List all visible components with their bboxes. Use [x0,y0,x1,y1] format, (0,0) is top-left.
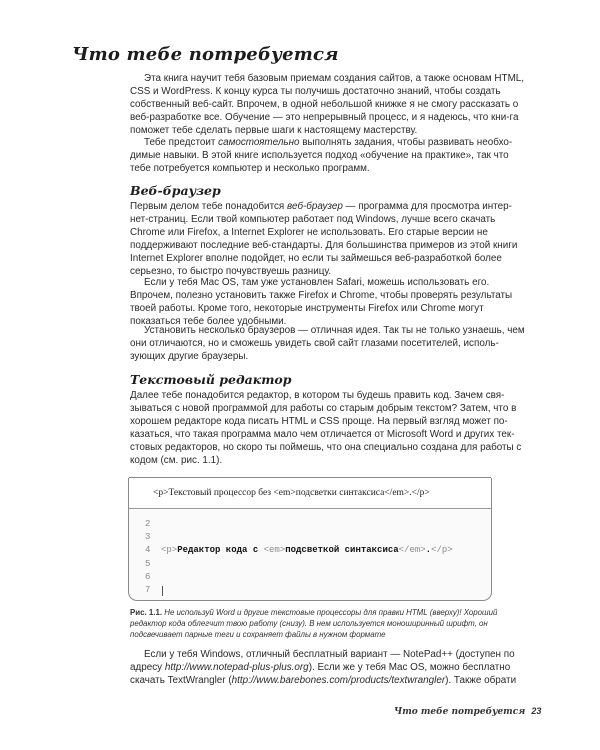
word-processor-code-line: <p>Текстовый процессор без <em>подсветки синтаксиса</em>.</p> [153,488,430,498]
figure-caption: Рис. 1.1. Не используй Word и другие текстовые процессоры для правки HTML (вверху)! Хороший редактор кода облегчит твою работу (снизу). В нем используется моноширинный шрифт, он подсвечивает парные теги и сохраняет файлы в нужном формате [130,608,498,639]
code-line [145,518,453,531]
line-number: 2 [145,519,151,529]
code-line [145,531,453,544]
highlighted-code: <p>Редактор кода с <em>подсветкой синтаксиса</em>.</p> [161,545,453,556]
line-number: 6 [145,571,151,582]
browser-paragraph-1: Первым делом тебе понадобится веб-браузер — программа для просмотра интер-нет-страниц. Если твой компьютер работает под Windows, лучше всего скачать Chrome или Firefox, а Internet Explorer не использовать. Его старые версии не поддерживают последние веб-стандарты. Для большинства примеров из этой книги Internet Explorer вполне подойдет, но если ты займешься веб-разработкой более серьезно, то быстро почувствуешь разницу. [130,201,518,278]
caption-label: Рис. 1.1. [130,608,163,617]
emphasis-independently: самостоятельно [218,137,300,148]
closing-paragraph: Если у тебя Windows, отличный бесплатный вариант — NotePad++ (доступен по адресу http://www.notepad-plus-plus.org). Если же у тебя Mac OS, можно бесплатно скачать TextWrangler (http://www.barebones.com/products/textwrangler). Также обрати [130,649,517,687]
page-number: 23 [531,706,542,716]
figure-editor-comparison [128,478,492,601]
text-cursor [162,586,163,596]
line-number: 7 [145,584,151,595]
notepad-url: http://www.notepad-plus-plus.org [164,662,309,674]
code-line [145,544,453,557]
panel-divider [129,477,491,478]
browser-paragraph-3: Установить несколько браузеров — отличная идея. Так ты не только узнаешь, чем они отличаются, но и сможешь увидеть свой сайт глазами посетителей, исполь-зующих другие браузеры. [130,325,525,363]
emphasis-web-browser: веб-браузер [287,201,343,212]
section-title-browser: Веб-браузер [130,183,221,198]
section-title-editor: Текстовый редактор [130,372,292,387]
code-line [145,571,453,584]
code-editor-panel [145,518,453,597]
page-heading: Что тебе потребуется [72,44,339,65]
textwrangler-url: http://www.barebones.com/products/textwrangler [231,675,446,687]
code-line [145,558,453,571]
intro-paragraph-1: Эта книга научит тебя базовым приемам создания сайтов, а также основам HTML, CSS и WordPress. К концу курса ты получишь достаточно знаний, чтобы создать собственный веб-сайт. Впрочем, в одной небольшой книжке я не смогу рассказать о веб-разработке все. Обучение — это непрерывный процесс, и я надеюсь, что кни-га поможет тебе сделать первые шаги к настоящему мастерству. [130,73,525,137]
word-processor-panel [129,478,491,509]
browser-paragraph-2: Если у тебя Mac OS, там уже установлен Safari, можешь использовать его. Впрочем, полезно установить также Firefox и Chrome, чтобы проверять результаты твоей работы. Кроме того, некоторые инструменты Firefox или Chrome могут показаться тебе более удобными. [130,277,513,328]
line-number: 3 [145,532,151,543]
line-number: 5 [145,558,151,569]
page-footer [394,706,541,717]
running-title: Что тебе потребуется [394,707,526,717]
line-number: 4 [145,545,151,556]
code-line [145,584,453,597]
intro-paragraph-2: Тебе предстоит самостоятельно выполнять задания, чтобы развивать необхо-димые навыки. В этой книге используется подход «обучение на практике», так что тебе потребуется компьютер и несколько программ. [130,137,513,175]
editor-paragraph-1: Далее тебе понадобится редактор, в котором ты будешь править код. Зачем свя-зываться с новой программой для работы со старым добрым текстом? Затем, что в хорошем редакторе кода писать HTML и CSS проще. На первый взгляд может по-казаться, что такая программа мало чем отличается от Microsoft Word и других тек-стовых редакторов, но скоро ты поймешь, что она специально создана для работы с кодом (см. рис. 1.1). [130,390,522,467]
